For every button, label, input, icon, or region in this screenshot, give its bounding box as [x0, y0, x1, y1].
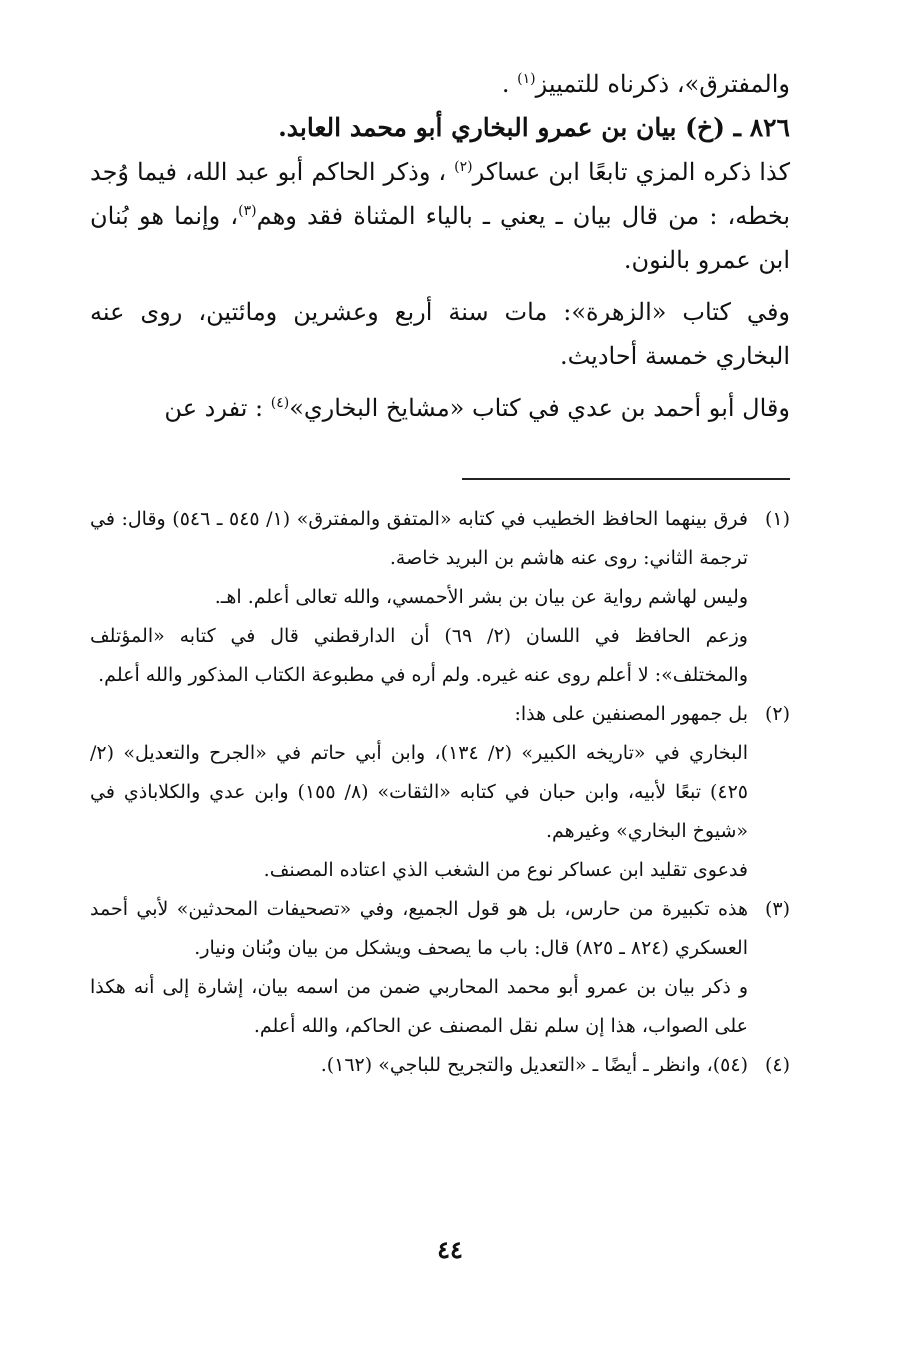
footnote-line: هذه تكبيرة من حارس، بل هو قول الجميع، وفي «تصحيفات المحدثين» لأبي أحمد العسكري (٨٢٤ ـ ٨٢٥) قال: باب ما يصحف ويشكل من بيان وبُنان ونيار.	[90, 898, 748, 959]
footnote-line: وزعم الحافظ في اللسان (٢/ ٦٩) أن الدارقطني قال في كتابه «المؤتلف والمختلف»: لا أعلم روى عنه غيره. ولم أره في مطبوعة الكتاب المذكور والله أعلم.	[90, 625, 748, 686]
footnote-line: وليس لهاشم رواية عن بيان بن بشر الأحمسي، والله تعالى أعلم. اهـ.	[214, 586, 748, 608]
footnote-number: (٣)	[764, 898, 790, 920]
footnote-line: (٥٤)، وانظر ـ أيضًا ـ «التعديل والتجريح للباجي» (١٦٢).	[320, 1054, 748, 1076]
footnote-ref-3: (٣)	[238, 203, 257, 219]
footnote-1	[90, 500, 790, 695]
paragraph-3: وقال أبو أحمد بن عدي في كتاب «مشايخ البخاري»$^{(٤)}$ : تفرد عن	[164, 394, 790, 422]
footnote-line: فدعوى تقليد ابن عساكر نوع من الشغب الذي اعتاده المصنف.	[263, 859, 748, 881]
footnote-line: و ذكر بيان بن عمرو أبو محمد المحاربي ضمن من اسمه بيان، إشارة إلى أنه هكذا على الصواب، هذا إن سلم نقل المصنف عن الحاكم، والله أعلم.	[90, 976, 748, 1037]
footnote-line: البخاري في «تاريخه الكبير» (٢/ ١٣٤)، وابن أبي حاتم في «الجرح والتعديل» (٢/ ٤٢٥) تبعًا لأبيه، وابن حبان في كتابه «الثقات» (٨/ ١٥٥) وابن عدي والكلاباذي في «شيوخ البخاري» وغيرهم.	[90, 742, 748, 842]
paragraph-2: وفي كتاب «الزهرة»: مات سنة أربع وعشرين ومائتين، روى عنه البخاري خمسة أحاديث.	[90, 298, 791, 370]
footnote-number: (٢)	[764, 703, 790, 725]
page-number: ٤٤	[437, 1235, 463, 1264]
footnote-ref-4: (٤)	[270, 395, 290, 411]
continuation-line: والمفترق»، ذكرناه للتمييز$^{(١)}$ .	[501, 70, 790, 98]
footnote-line: فرق بينهما الحافظ الخطيب في كتابه «المتفق والمفترق» (١/ ٥٤٥ ـ ٥٤٦) وقال: في ترجمة الثاني: روى عنه هاشم بن البريد خاصة.	[90, 508, 748, 569]
footnote-ref-2: (٢)	[454, 159, 473, 175]
footnote-number: (٤)	[764, 1054, 790, 1076]
footnote-3	[90, 890, 790, 1046]
paragraph-1: كذا ذكره المزي تابعًا ابن عساكر$^{(٢)}$ ، وذكر الحاكم أبو عبد الله، فيما وُجد بخطه، : من قال بيان ـ يعني ـ بالياء المثناة فقد وهم$^{(٣)}$، وإنما هو بُنان ابن عمرو بالنون.	[90, 158, 791, 274]
footnote-line: بل جمهور المصنفين على هذا:	[514, 703, 748, 725]
entry-heading: ٨٢٦ ـ (خ) بيان بن عمرو البخاري أبو محمد العابد.	[278, 113, 790, 142]
footnote-separator	[462, 478, 790, 480]
footnote-2	[90, 695, 790, 890]
footnotes	[90, 500, 790, 1085]
main-text	[90, 62, 790, 430]
footnote-ref-1: (١)	[517, 71, 536, 87]
footnote-4	[90, 1046, 790, 1085]
footnote-number: (١)	[764, 508, 790, 530]
